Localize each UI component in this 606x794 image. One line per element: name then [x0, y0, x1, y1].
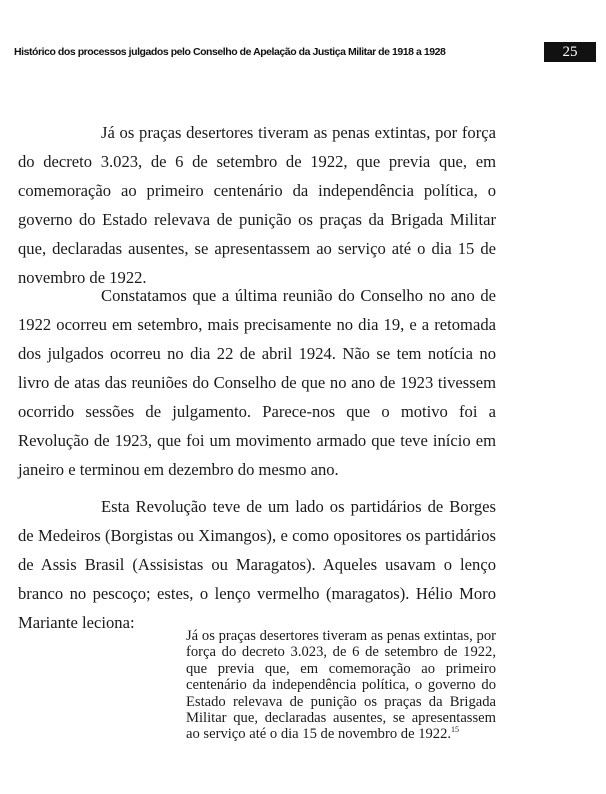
running-header-title: Histórico dos processos julgados pelo Conselho de Apelação da Justiça Militar de 1918 a 1928 — [14, 46, 446, 58]
page-number: 25 — [544, 42, 596, 62]
running-header — [0, 42, 606, 64]
block-quote-text: Já os praças desertores tiveram as penas extintas, por força do decreto 3.023, de 6 de setembro de 1922, que previa que, em comemoração ao primeiro centenário da independência política, o governo do Estado relevava de punição os praças da Brigada Militar que, declaradas ausentes, se apresentassem ao serviço até o dia 15 de novembro de 1922. — [186, 628, 496, 743]
footnote-reference[interactable]: 15 — [451, 725, 460, 735]
block-quote — [186, 628, 496, 743]
paragraph-3: Esta Revolução teve de um lado os partidários de Borges de Medeiros (Borgistas ou Ximangos), e como opositores os partidários de Assis Brasil (Assisistas ou Maragatos). Aqueles usavam o lenço branco no pescoço; estes, o lenço vermelho (maragatos). Hélio Moro Mariante leciona: — [18, 497, 496, 632]
paragraph-2: Constatamos que a última reunião do Conselho no ano de 1922 ocorreu em setembro, mais precisamente no dia 19, e a retomada dos julgados ocorreu no dia 22 de abril 1924. Não se tem notícia no livro de atas das reuniões do Conselho de que no ano de 1923 tivessem ocorrido sessões de julgamento. Parece-nos que o motivo foi a Revolução de 1923, que foi um movimento armado que teve início em janeiro e terminou em dezembro do mesmo ano. — [18, 286, 496, 479]
paragraph-1: Já os praças desertores tiveram as penas extintas, por força do decreto 3.023, de 6 de setembro de 1922, que previa que, em comemoração ao primeiro centenário da independência política, o governo do Estado relevava de punição os praças da Brigada Militar que, declaradas ausentes, se apresentassem ao serviço até o dia 15 de novembro de 1922. — [18, 123, 496, 287]
